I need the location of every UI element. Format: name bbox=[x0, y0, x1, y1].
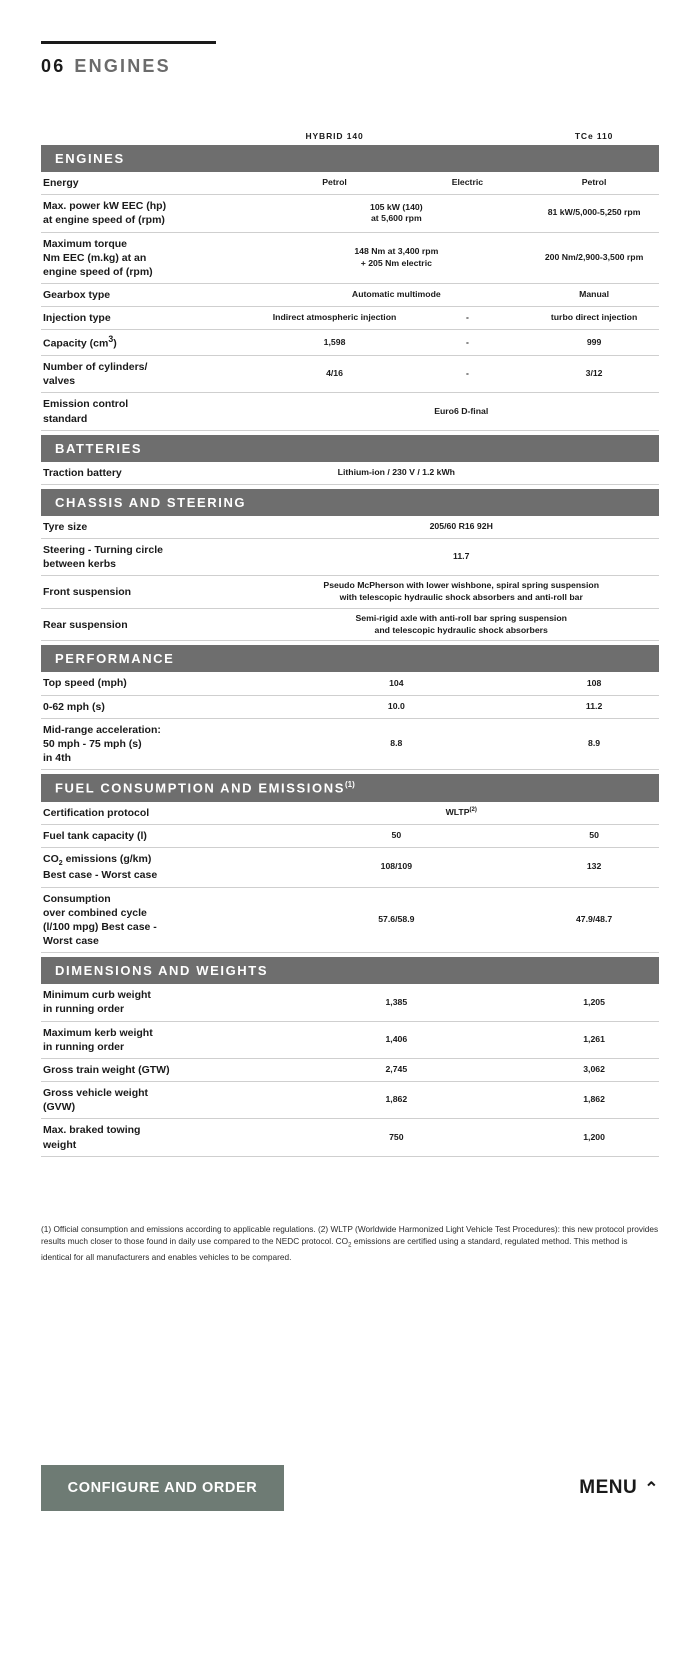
cell-tce: Manual bbox=[579, 289, 610, 300]
table-row bbox=[41, 848, 659, 888]
cell-hybrid-petrol: Indirect atmospheric injection bbox=[272, 312, 397, 323]
cell-all-variants: Euro6 D-final bbox=[434, 405, 489, 416]
section-header-batteries: BATTERIES bbox=[41, 435, 659, 462]
page-footer bbox=[41, 1465, 659, 1511]
cell-tce: 108 bbox=[586, 677, 602, 688]
table-row bbox=[41, 672, 659, 695]
row-label: Fuel tank capacity (l) bbox=[43, 829, 147, 842]
page-number: 06 bbox=[41, 56, 66, 76]
row-label: Consumption over combined cycle (l/100 mpg) Best case - Worst case bbox=[43, 892, 157, 948]
cell-tce: 1,862 bbox=[583, 1094, 605, 1105]
table-row bbox=[41, 1119, 659, 1156]
configure-and-order-button[interactable]: CONFIGURE AND ORDER bbox=[41, 1465, 284, 1511]
row-label: Gearbox type bbox=[43, 289, 111, 302]
row-label: Number of cylinders/ valves bbox=[43, 361, 148, 388]
table-row bbox=[41, 825, 659, 848]
spec-sheet-page bbox=[0, 41, 700, 1263]
row-label: Gross train weight (GTW) bbox=[43, 1063, 170, 1076]
cell-hybrid: 2,745 bbox=[385, 1064, 408, 1075]
cell-all-variants: Pseudo McPherson with lower wishbone, spiral spring suspension with telescopic hydraulic shock absorbers and anti-roll bar bbox=[323, 580, 600, 603]
cell-tce: turbo direct injection bbox=[550, 312, 638, 323]
column-header-hybrid: HYBRID 140 bbox=[305, 131, 364, 141]
row-label: Steering - Turning circle between kerbs bbox=[43, 544, 163, 571]
menu-toggle[interactable] bbox=[579, 1477, 659, 1499]
cell-all-variants: Semi-rigid axle with anti-roll bar spring suspension and telescopic hydraulic shock absorbers bbox=[355, 612, 567, 635]
table-row bbox=[41, 172, 659, 195]
cell-hybrid: 148 Nm at 3,400 rpm + 205 Nm electric bbox=[354, 246, 439, 268]
cell-tce: 50 bbox=[589, 829, 599, 840]
row-label: Mid-range acceleration: 50 mph - 75 mph (s) in 4th bbox=[43, 723, 161, 765]
cell-tce: 200 Nm/2,900-3,500 rpm bbox=[544, 251, 644, 262]
title-rule bbox=[41, 41, 216, 44]
cell-hybrid-electric: - bbox=[465, 312, 469, 323]
table-row bbox=[41, 1022, 659, 1059]
cell-tce: 81 kW/5,000-5,250 rpm bbox=[547, 207, 641, 218]
table-row bbox=[41, 888, 659, 954]
table-row bbox=[41, 1082, 659, 1119]
row-label: $CO_2$ emissions (g/km) Best case - Worst case bbox=[43, 852, 158, 882]
table-row bbox=[41, 393, 659, 430]
footnote: (1) Official consumption and emissions according to applicable regulations. (2) WLTP (Worldwide Harmonized Light Vehicle Test Procedures): this new protocol provides results much closer to those found in daily use compared to the NEDC protocol. $CO_2$ emissions are certified using a standard, regulated method. This method is identical for all manufacturers and enables vehicles to be compared. bbox=[41, 1223, 659, 1262]
row-label: Energy bbox=[43, 177, 79, 189]
cell-hybrid: 50 bbox=[391, 829, 402, 840]
cell-hybrid-electric: - bbox=[465, 336, 469, 347]
menu-label: MENU bbox=[579, 1477, 638, 1498]
row-label: Rear suspension bbox=[43, 618, 128, 631]
cell-hybrid: 105 kW (140) at 5,600 rpm bbox=[370, 201, 423, 224]
table-row bbox=[41, 356, 659, 393]
cell-tce: 1,200 bbox=[583, 1131, 605, 1142]
row-label: Capacity $(cm^3)$ bbox=[43, 334, 117, 350]
cell-hybrid: 8.8 bbox=[390, 738, 403, 749]
cell-tce: 8.9 bbox=[588, 738, 601, 749]
cell-hybrid: 1,406 bbox=[385, 1033, 408, 1044]
cell-tce: 999 bbox=[586, 336, 602, 347]
cell-all-variants: 11.7 bbox=[453, 551, 470, 562]
row-label: Minimum curb weight in running order bbox=[43, 989, 151, 1016]
row-label: Max. braked towing weight bbox=[43, 1124, 141, 1151]
section-header-performance: PERFORMANCE bbox=[41, 645, 659, 672]
table-row bbox=[41, 984, 659, 1021]
cell-hybrid-petrol: 1,598 bbox=[323, 336, 346, 347]
cell-all-variants: WLTP$^{(2)}$ bbox=[445, 807, 477, 818]
cell-hybrid-petrol: Petrol bbox=[322, 177, 347, 188]
row-label: Gross vehicle weight (GVW) bbox=[43, 1087, 149, 1114]
cell-all-variants: 205/60 R16 92H bbox=[429, 521, 493, 532]
section-header-fuel-consumption-and-emissions: FUEL CONSUMPTION AND EMISSIONS$^{(1)}$ bbox=[41, 774, 659, 801]
row-label: Top speed (mph) bbox=[43, 677, 127, 690]
row-label: Certification protocol bbox=[43, 806, 150, 819]
cell-hybrid-electric: Electric bbox=[451, 177, 484, 188]
table-row bbox=[41, 516, 659, 539]
cell-tce: 11.2 bbox=[585, 700, 603, 711]
row-label: Injection type bbox=[43, 312, 111, 325]
section-header-chassis-and-steering: CHASSIS AND STEERING bbox=[41, 489, 659, 516]
table-row bbox=[41, 609, 659, 641]
cell-tce: 1,261 bbox=[583, 1033, 605, 1044]
row-label: Tyre size bbox=[43, 520, 88, 533]
table-row bbox=[41, 307, 659, 330]
cell-tce: 47.9/48.7 bbox=[575, 914, 613, 925]
cell-hybrid-electric: - bbox=[465, 368, 469, 379]
row-label: Traction battery bbox=[43, 466, 122, 479]
cell-tce: Petrol bbox=[581, 177, 607, 188]
column-headers bbox=[41, 131, 659, 141]
table-row bbox=[41, 284, 659, 307]
row-label: Max. power kW EEC (hp) at engine speed of (rpm) bbox=[43, 200, 167, 227]
page-title bbox=[41, 56, 659, 77]
table-row bbox=[41, 233, 659, 285]
cell-tce: 132 bbox=[586, 861, 602, 872]
table-row bbox=[41, 1059, 659, 1082]
cell-hybrid: Automatic multimode bbox=[351, 289, 441, 300]
cell-hybrid: 1,385 bbox=[385, 996, 408, 1007]
cell-hybrid: Lithium-ion / 230 V / 1.2 kWh bbox=[337, 466, 455, 477]
chevron-up-icon: ⌃ bbox=[644, 1478, 659, 1498]
spec-sections bbox=[41, 145, 659, 1157]
page-title-text: ENGINES bbox=[74, 56, 171, 76]
cell-hybrid-petrol: 4/16 bbox=[326, 368, 343, 379]
table-row bbox=[41, 462, 659, 485]
table-row bbox=[41, 696, 659, 719]
cell-hybrid: 10.0 bbox=[387, 700, 405, 711]
table-row bbox=[41, 195, 659, 232]
section-header-dimensions-and-weights: DIMENSIONS AND WEIGHTS bbox=[41, 957, 659, 984]
row-label: Maximum torque Nm EEC (m.kg) at an engine speed of (rpm) bbox=[43, 237, 153, 278]
cell-tce: 1,205 bbox=[583, 996, 605, 1007]
table-row bbox=[41, 330, 659, 356]
column-header-electric bbox=[406, 131, 530, 141]
row-label: 0-62 mph (s) bbox=[43, 700, 105, 713]
table-row bbox=[41, 802, 659, 825]
table-row bbox=[41, 576, 659, 608]
cell-hybrid: 1,862 bbox=[385, 1094, 408, 1105]
column-header-spacer bbox=[41, 131, 263, 141]
cell-hybrid: 750 bbox=[389, 1131, 404, 1142]
column-header-tce: TCe 110 bbox=[574, 131, 614, 141]
row-label: Front suspension bbox=[43, 586, 132, 599]
cell-tce: 3/12 bbox=[585, 368, 603, 379]
row-label: Emission control standard bbox=[43, 398, 129, 425]
cell-hybrid: 108/109 bbox=[380, 861, 413, 872]
cell-hybrid: 57.6/58.9 bbox=[378, 914, 415, 925]
table-row bbox=[41, 539, 659, 576]
cell-tce: 3,062 bbox=[583, 1064, 605, 1075]
table-row bbox=[41, 719, 659, 771]
row-label: Maximum kerb weight in running order bbox=[43, 1026, 153, 1053]
section-header-engines: ENGINES bbox=[41, 145, 659, 172]
cell-hybrid: 104 bbox=[389, 677, 404, 688]
